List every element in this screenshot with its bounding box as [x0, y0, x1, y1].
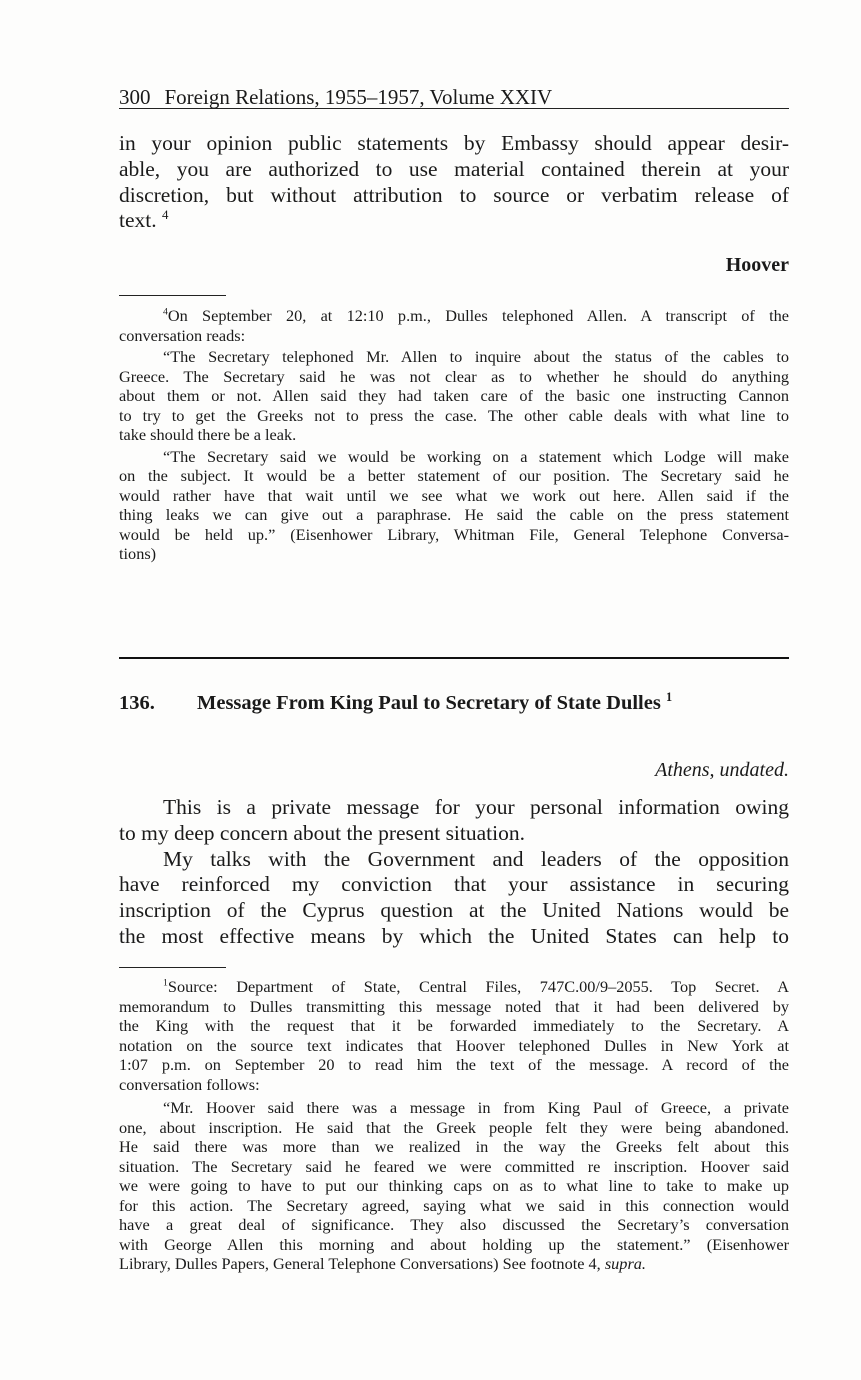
text-line: in your opinion public statements by Embassy should appear desir-: [119, 131, 789, 155]
footnote-line-text: Library, Dulles Papers, General Telephone Conversations) See footnote 4,: [119, 1254, 601, 1273]
document-title: Message From King Paul to Secretary of State Dulles: [197, 692, 661, 714]
text-line: able, you are authorized to use material contained therein at your: [119, 156, 789, 181]
dateline: Athens, undated.: [655, 759, 789, 781]
signature: Hoover: [725, 254, 789, 276]
footnote-line: we were going to have to put our thinking caps on as to what line to take to make up: [119, 1176, 789, 1195]
page-number: 300: [119, 85, 151, 109]
footnote-line-text: Source: Department of State, Central Files, 747C.00/9–2055. Top Secret. A: [167, 977, 789, 996]
text-line: My talks with the Government and leaders of the opposition: [163, 846, 789, 871]
footnote-line: thing leaks we can give out a paraphrase. He said the cable on the press statement: [119, 505, 789, 524]
footnote-marker: 4: [163, 306, 168, 318]
text-line: to my deep concern about the present situation.: [119, 820, 525, 845]
footnote-line: would be held up.” (Eisenhower Library, Whitman File, General Telephone Conversa-: [119, 524, 789, 544]
footnote-rule: [119, 295, 226, 296]
running-head: [119, 84, 789, 109]
footnote-line: [119, 1254, 789, 1274]
footnote-line: about them or not. Allen said they had taken care of the basic one instructing Cannon: [119, 386, 789, 405]
footnote-rule: [119, 967, 226, 968]
footnote-line: conversation reads:: [119, 325, 246, 345]
footnote-line: the King with the request that it be forwarded immediately to the Secretary. A: [119, 1016, 789, 1035]
footnote-line: take should there be a leak.: [119, 425, 297, 444]
continuation-text: [119, 131, 789, 234]
footnote-line: to try to get the Greeks not to press the case. The other cable deals with what line to: [119, 405, 789, 425]
footnote-line: notation on the source text indicates that Hoover telephoned Dulles in New York at: [119, 1035, 789, 1055]
footnote-line: tions): [119, 544, 157, 563]
text-line-content: text.: [119, 208, 157, 233]
text-line: [119, 208, 789, 234]
footnote-ref-4: 4: [162, 208, 169, 223]
footnote-line: Greece. The Secretary said he was not clear as to whether he should do anything: [119, 366, 789, 386]
footnote-line: conversation follows:: [119, 1074, 260, 1094]
document-number: 136.: [119, 692, 155, 714]
footnote-line: would rather have that wait until we see what we work out here. Allen said if the: [119, 485, 789, 505]
document-body: [119, 795, 789, 950]
footnote-line: 1:07 p.m. on September 20 to read him the text of the message. A record of the: [119, 1055, 789, 1074]
running-head-title: Foreign Relations, 1955–1957, Volume XXIV: [164, 85, 553, 109]
supra-text: supra.: [604, 1254, 646, 1273]
footnote-ref-1: 1: [665, 690, 673, 705]
text-line: inscription of the Cyprus question at the United Nations would be: [119, 898, 789, 923]
text-line: discretion, but without attribution to source or verbatim release of: [119, 182, 789, 207]
footnote-line-text: On September 20, at 12:10 p.m., Dulles telephoned Allen. A transcript of the: [167, 306, 789, 325]
text-line: have reinforced my conviction that your assistance in securing: [119, 872, 789, 897]
footnote-line: “The Secretary telephoned Mr. Allen to inquire about the status of the cables to: [163, 347, 789, 366]
footnote-line: memorandum to Dulles transmitting this message noted that it had been delivered by: [119, 996, 789, 1016]
footnote-line: “Mr. Hoover said there was a message in from King Paul of Greece, a private: [163, 1098, 789, 1117]
footnote-1: [119, 977, 789, 1274]
footnote-line: on the subject. It would be a better statement of our position. The Secretary said he: [119, 466, 789, 485]
footnote-line: [119, 306, 789, 326]
footnote-line: have a great deal of significance. They also discussed the Secretary’s conversation: [119, 1215, 789, 1234]
footnote-4: [119, 306, 789, 564]
footnote-line: [119, 977, 789, 997]
footnote-line: situation. The Secretary said he feared we were committed re inscription. Hoover said: [119, 1156, 789, 1176]
text-line: the most effective means by which the United States can help to: [119, 923, 789, 948]
section-divider: [119, 657, 789, 659]
footnote-line: with George Allen this morning and about holding up the statement.” (Eisenhower: [119, 1234, 789, 1254]
footnote-line: “The Secretary said we would be working on a statement which Lodge will make: [163, 446, 789, 466]
footnote-marker: 1: [163, 977, 168, 989]
footnote-line: one, about inscription. He said that the Greek people felt they were being abandoned.: [119, 1117, 789, 1137]
footnote-line: for this action. The Secretary agreed, saying what we said in this connection would: [119, 1195, 789, 1215]
text-line: This is a private message for your personal information owing: [163, 795, 789, 819]
footnote-line: He said there was more than we realized in the way the Greeks felt about this: [119, 1137, 789, 1156]
document-heading: [119, 692, 789, 715]
